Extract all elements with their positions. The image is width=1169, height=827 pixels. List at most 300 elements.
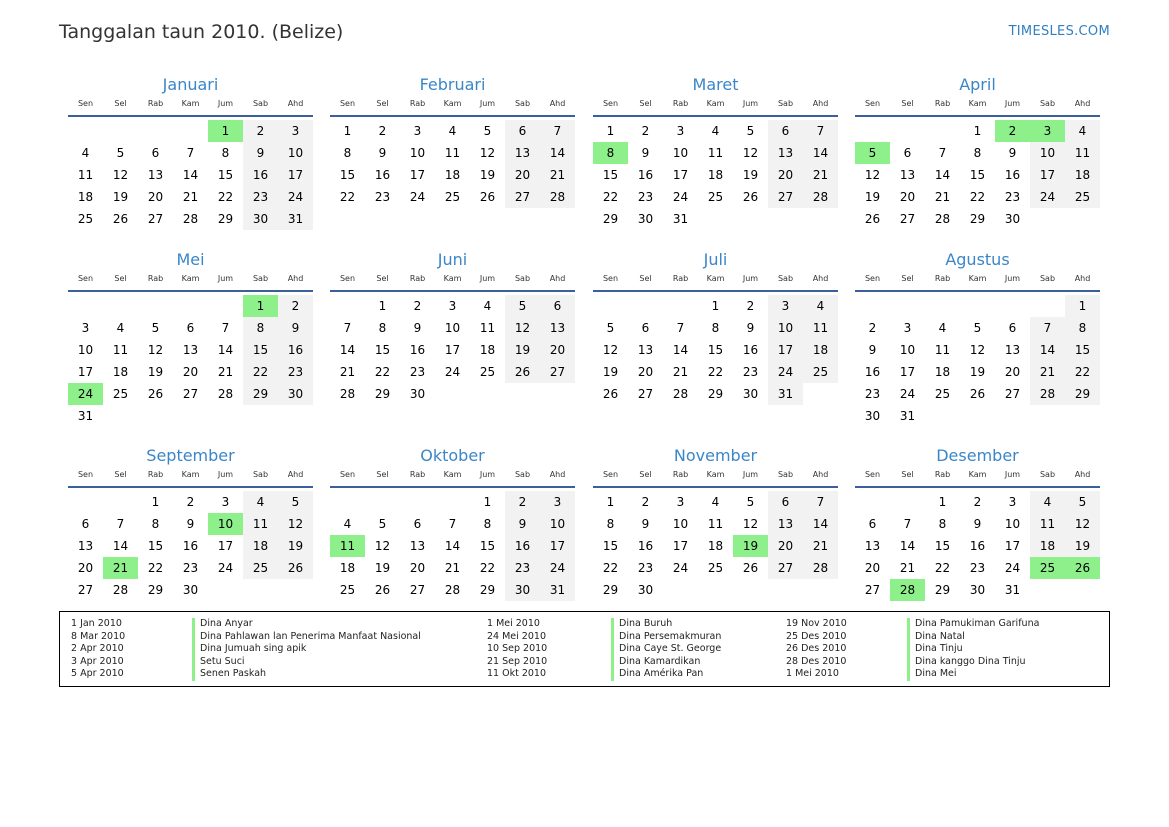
day-cell: 21 bbox=[934, 190, 951, 204]
day-cell: 28 bbox=[803, 186, 838, 208]
day-cell: 15 bbox=[339, 168, 356, 182]
weekday-label: Rab bbox=[409, 274, 426, 283]
day-cell: 28 bbox=[182, 212, 199, 226]
day-cell: 4 bbox=[243, 491, 278, 513]
day-cell: 15 bbox=[374, 343, 391, 357]
weekday-label: Jum bbox=[217, 99, 234, 108]
day-cell: 14 bbox=[899, 539, 916, 553]
legend-names-col-3 bbox=[907, 618, 1039, 681]
empty-cell bbox=[400, 491, 435, 513]
weekday-label: Sab bbox=[1039, 99, 1056, 108]
day-cell: 6 bbox=[81, 517, 90, 531]
legend-holiday-name: Dina Mei bbox=[907, 668, 1039, 681]
weekday-label: Ahd bbox=[1074, 99, 1091, 108]
day-cell: 7 bbox=[343, 321, 352, 335]
day-cell: 21 bbox=[899, 561, 916, 575]
day-cell: 11 bbox=[243, 513, 278, 535]
day-cell: 29 bbox=[147, 583, 164, 597]
day-cell: 22 bbox=[147, 561, 164, 575]
legend-holiday-name: Dina Pahlawan lan Penerima Manfaat Nasional bbox=[192, 631, 421, 644]
day-cell: 11 bbox=[803, 317, 838, 339]
weekday-label: Rab bbox=[934, 470, 951, 479]
day-grid bbox=[855, 295, 1100, 427]
day-cell: 15 bbox=[1065, 339, 1100, 361]
weekday-label: Rab bbox=[147, 99, 164, 108]
day-cell: 28 bbox=[112, 583, 129, 597]
weekday-label: Sab bbox=[777, 274, 794, 283]
weekday-label: Jum bbox=[1004, 470, 1021, 479]
weekday-label: Sab bbox=[1039, 274, 1056, 283]
weekday-label: Sen bbox=[339, 274, 356, 283]
day-cell: 1 bbox=[606, 124, 615, 138]
empty-cell bbox=[855, 295, 890, 317]
day-cell: 29 bbox=[969, 212, 986, 226]
day-cell: 16 bbox=[243, 164, 278, 186]
empty-cell bbox=[103, 120, 138, 142]
day-cell: 5 bbox=[973, 321, 982, 335]
day-cell: 25 bbox=[1065, 186, 1100, 208]
day-cell: 29 bbox=[707, 387, 724, 401]
day-cell: 28 bbox=[934, 212, 951, 226]
weekday-label: Jum bbox=[1004, 274, 1021, 283]
day-cell: 11 bbox=[1030, 513, 1065, 535]
day-cell: 3 bbox=[903, 321, 912, 335]
day-grid bbox=[855, 491, 1100, 601]
day-cell: 25 bbox=[444, 190, 461, 204]
empty-cell bbox=[68, 295, 103, 317]
weekday-label: Sel bbox=[114, 470, 127, 479]
day-cell: 24 bbox=[672, 190, 689, 204]
weekday-label: Sel bbox=[639, 274, 652, 283]
day-cell: 17 bbox=[540, 535, 575, 557]
weekday-header bbox=[855, 470, 1100, 488]
weekday-label: Rab bbox=[934, 274, 951, 283]
weekday-header bbox=[330, 99, 575, 117]
holiday-legend bbox=[59, 611, 1110, 687]
day-cell: 13 bbox=[540, 317, 575, 339]
day-cell: 19 bbox=[505, 339, 540, 361]
weekday-label: Ahd bbox=[1074, 274, 1091, 283]
day-cell: 3 bbox=[540, 491, 575, 513]
day-cell: 14 bbox=[934, 168, 951, 182]
day-cell: 2 bbox=[746, 299, 755, 313]
day-cell: 24 bbox=[444, 365, 461, 379]
weekday-label: Kam bbox=[706, 99, 725, 108]
weekday-label: Sen bbox=[339, 470, 356, 479]
day-cell: 24 bbox=[1030, 186, 1065, 208]
day-cell: 6 bbox=[641, 321, 650, 335]
weekday-label: Kam bbox=[443, 99, 462, 108]
weekday-label: Sen bbox=[864, 470, 881, 479]
day-cell: 27 bbox=[637, 387, 654, 401]
day-cell: 1 bbox=[1065, 295, 1100, 317]
day-cell: 29 bbox=[479, 583, 496, 597]
day-cell: 30 bbox=[243, 208, 278, 230]
day-cell: 11 bbox=[707, 517, 724, 531]
weekday-label: Sel bbox=[901, 274, 914, 283]
day-cell: 12 bbox=[479, 146, 496, 160]
day-cell: 9 bbox=[278, 317, 313, 339]
day-cell: 25 bbox=[934, 387, 951, 401]
empty-cell bbox=[663, 295, 698, 317]
day-cell: 5 bbox=[116, 146, 125, 160]
day-cell: 25 bbox=[707, 561, 724, 575]
holiday-day: 21 bbox=[103, 557, 138, 579]
day-cell: 26 bbox=[505, 361, 540, 383]
day-cell: 29 bbox=[1065, 383, 1100, 405]
day-cell: 9 bbox=[186, 517, 195, 531]
month-name: April bbox=[959, 75, 996, 94]
day-cell: 18 bbox=[934, 365, 951, 379]
day-cell: 27 bbox=[505, 186, 540, 208]
empty-cell bbox=[890, 120, 925, 142]
day-cell: 3 bbox=[676, 495, 685, 509]
holiday-day: 11 bbox=[330, 535, 365, 557]
day-cell: 5 bbox=[278, 491, 313, 513]
day-cell: 6 bbox=[505, 120, 540, 142]
weekday-label: Kam bbox=[443, 274, 462, 283]
legend-date: 26 Des 2010 bbox=[786, 643, 847, 654]
weekday-label: Ahd bbox=[812, 274, 829, 283]
day-cell: 19 bbox=[479, 168, 496, 182]
day-cell: 24 bbox=[217, 561, 234, 575]
day-cell: 11 bbox=[707, 146, 724, 160]
day-cell: 29 bbox=[602, 212, 619, 226]
day-cell: 17 bbox=[278, 164, 313, 186]
day-cell: 11 bbox=[444, 146, 461, 160]
weekday-label: Kam bbox=[968, 274, 987, 283]
day-cell: 20 bbox=[505, 164, 540, 186]
day-cell: 12 bbox=[505, 317, 540, 339]
holiday-day: 28 bbox=[890, 579, 925, 601]
weekday-label: Jum bbox=[479, 274, 496, 283]
day-cell: 14 bbox=[339, 343, 356, 357]
day-cell: 30 bbox=[637, 583, 654, 597]
holiday-day: 8 bbox=[593, 142, 628, 164]
day-grid bbox=[593, 295, 838, 405]
day-cell: 7 bbox=[903, 517, 912, 531]
day-cell: 2 bbox=[868, 321, 877, 335]
day-cell: 11 bbox=[479, 321, 496, 335]
month-0 bbox=[68, 73, 313, 230]
weekday-label: Sab bbox=[252, 99, 269, 108]
empty-cell bbox=[960, 295, 995, 317]
weekday-label: Ahd bbox=[287, 99, 304, 108]
day-cell: 23 bbox=[505, 557, 540, 579]
day-cell: 24 bbox=[278, 186, 313, 208]
weekday-label: Sel bbox=[639, 99, 652, 108]
day-grid bbox=[330, 491, 575, 601]
weekday-label: Jum bbox=[742, 99, 759, 108]
day-cell: 10 bbox=[278, 142, 313, 164]
day-cell: 3 bbox=[413, 124, 422, 138]
weekday-label: Sen bbox=[602, 99, 619, 108]
day-cell: 27 bbox=[768, 186, 803, 208]
legend-date: 11 Okt 2010 bbox=[487, 668, 547, 679]
day-cell: 21 bbox=[672, 365, 689, 379]
day-cell: 22 bbox=[479, 561, 496, 575]
weekday-header bbox=[68, 470, 313, 488]
day-cell: 17 bbox=[672, 168, 689, 182]
month-9 bbox=[330, 444, 575, 601]
weekday-label: Sel bbox=[376, 99, 389, 108]
day-cell: 4 bbox=[1030, 491, 1065, 513]
weekday-label: Rab bbox=[409, 99, 426, 108]
legend-date: 19 Nov 2010 bbox=[786, 618, 847, 629]
empty-cell bbox=[365, 491, 400, 513]
day-cell: 15 bbox=[707, 343, 724, 357]
weekday-label: Rab bbox=[147, 274, 164, 283]
month-name: Agustus bbox=[945, 250, 1010, 269]
day-cell: 18 bbox=[112, 365, 129, 379]
day-cell: 20 bbox=[1004, 365, 1021, 379]
day-cell: 2 bbox=[641, 495, 650, 509]
day-cell: 12 bbox=[742, 146, 759, 160]
day-cell: 4 bbox=[711, 124, 720, 138]
month-name: Maret bbox=[692, 75, 739, 94]
day-cell: 23 bbox=[409, 365, 426, 379]
day-grid bbox=[68, 120, 313, 230]
day-cell: 22 bbox=[934, 561, 951, 575]
day-cell: 10 bbox=[444, 321, 461, 335]
day-cell: 22 bbox=[969, 190, 986, 204]
day-cell: 15 bbox=[243, 339, 278, 361]
day-cell: 1 bbox=[606, 495, 615, 509]
day-cell: 7 bbox=[221, 321, 230, 335]
day-cell: 6 bbox=[540, 295, 575, 317]
day-cell: 26 bbox=[147, 387, 164, 401]
legend-date: 2 Apr 2010 bbox=[71, 643, 124, 654]
month-name: November bbox=[673, 446, 758, 465]
day-cell: 22 bbox=[602, 190, 619, 204]
day-cell: 22 bbox=[374, 365, 391, 379]
day-cell: 10 bbox=[1030, 142, 1065, 164]
day-cell: 19 bbox=[602, 365, 619, 379]
day-cell: 19 bbox=[742, 168, 759, 182]
day-cell: 22 bbox=[217, 190, 234, 204]
day-cell: 15 bbox=[479, 539, 496, 553]
day-cell: 20 bbox=[147, 190, 164, 204]
legend-holiday-name: Dina Buruh bbox=[611, 618, 721, 631]
day-cell: 2 bbox=[413, 299, 422, 313]
day-cell: 8 bbox=[711, 321, 720, 335]
month-4 bbox=[68, 248, 313, 427]
holiday-day: 5 bbox=[855, 142, 890, 164]
weekday-label: Sen bbox=[602, 274, 619, 283]
day-cell: 20 bbox=[768, 535, 803, 557]
empty-cell bbox=[208, 295, 243, 317]
day-cell: 4 bbox=[448, 124, 457, 138]
day-cell: 7 bbox=[676, 321, 685, 335]
day-cell: 25 bbox=[707, 190, 724, 204]
day-cell: 21 bbox=[444, 561, 461, 575]
month-name: Februari bbox=[419, 75, 486, 94]
day-cell: 2 bbox=[186, 495, 195, 509]
day-cell: 30 bbox=[742, 387, 759, 401]
legend-date: 24 Mei 2010 bbox=[487, 630, 546, 642]
day-cell: 8 bbox=[483, 517, 492, 531]
empty-cell bbox=[330, 491, 365, 513]
weekday-label: Kam bbox=[968, 470, 987, 479]
day-cell: 6 bbox=[768, 120, 803, 142]
day-cell: 20 bbox=[899, 190, 916, 204]
day-cell: 4 bbox=[938, 321, 947, 335]
empty-cell bbox=[173, 120, 208, 142]
empty-cell bbox=[138, 120, 173, 142]
day-cell: 11 bbox=[934, 343, 951, 357]
weekday-label: Ahd bbox=[812, 99, 829, 108]
day-cell: 1 bbox=[711, 299, 720, 313]
day-cell: 21 bbox=[182, 190, 199, 204]
day-cell: 21 bbox=[217, 365, 234, 379]
day-cell: 17 bbox=[672, 539, 689, 553]
empty-cell bbox=[103, 491, 138, 513]
day-cell: 10 bbox=[899, 343, 916, 357]
legend-dates-col-3 bbox=[786, 618, 847, 681]
day-cell: 9 bbox=[641, 146, 650, 160]
legend-date: 25 Des 2010 bbox=[786, 630, 847, 642]
day-cell: 1 bbox=[343, 124, 352, 138]
weekday-header bbox=[855, 274, 1100, 292]
day-cell: 5 bbox=[505, 295, 540, 317]
day-cell: 9 bbox=[641, 517, 650, 531]
day-cell: 27 bbox=[77, 583, 94, 597]
holiday-day: 10 bbox=[208, 513, 243, 535]
weekday-label: Rab bbox=[672, 470, 689, 479]
legend-date: 1 Mei 2010 bbox=[786, 668, 839, 679]
day-cell: 16 bbox=[374, 168, 391, 182]
weekday-label: Jum bbox=[742, 470, 759, 479]
day-cell: 5 bbox=[151, 321, 160, 335]
day-cell: 23 bbox=[969, 561, 986, 575]
day-cell: 23 bbox=[864, 387, 881, 401]
legend-date: 5 Apr 2010 bbox=[71, 668, 124, 679]
weekday-label: Jum bbox=[742, 274, 759, 283]
day-cell: 14 bbox=[182, 168, 199, 182]
day-cell: 23 bbox=[637, 561, 654, 575]
legend-date: 28 Des 2010 bbox=[786, 655, 847, 667]
month-1 bbox=[330, 73, 575, 208]
weekday-label: Sab bbox=[514, 99, 531, 108]
day-cell: 2 bbox=[378, 124, 387, 138]
day-cell: 24 bbox=[409, 190, 426, 204]
day-cell: 3 bbox=[81, 321, 90, 335]
day-cell: 28 bbox=[444, 583, 461, 597]
day-cell: 7 bbox=[448, 517, 457, 531]
empty-cell bbox=[855, 491, 890, 513]
empty-cell bbox=[890, 295, 925, 317]
day-cell: 11 bbox=[112, 343, 129, 357]
day-cell: 8 bbox=[938, 517, 947, 531]
empty-cell bbox=[628, 295, 663, 317]
day-cell: 22 bbox=[707, 365, 724, 379]
day-cell: 16 bbox=[182, 539, 199, 553]
day-grid bbox=[593, 120, 838, 230]
weekday-label: Kam bbox=[443, 470, 462, 479]
weekday-label: Ahd bbox=[287, 274, 304, 283]
legend-holiday-name: Dina Caye St. George bbox=[611, 643, 721, 656]
day-cell: 17 bbox=[217, 539, 234, 553]
day-cell: 8 bbox=[606, 517, 615, 531]
month-10 bbox=[593, 444, 838, 601]
day-cell: 15 bbox=[602, 168, 619, 182]
day-cell: 5 bbox=[606, 321, 615, 335]
day-cell: 19 bbox=[147, 365, 164, 379]
day-cell: 12 bbox=[112, 168, 129, 182]
day-cell: 4 bbox=[1065, 120, 1100, 142]
day-cell: 2 bbox=[973, 495, 982, 509]
day-cell: 21 bbox=[339, 365, 356, 379]
day-cell: 25 bbox=[243, 557, 278, 579]
legend-date: 8 Mar 2010 bbox=[71, 630, 126, 642]
empty-cell bbox=[330, 295, 365, 317]
month-7 bbox=[855, 248, 1100, 427]
day-cell: 27 bbox=[147, 212, 164, 226]
day-cell: 5 bbox=[746, 124, 755, 138]
day-cell: 23 bbox=[182, 561, 199, 575]
day-cell: 8 bbox=[1065, 317, 1100, 339]
day-cell: 3 bbox=[768, 295, 803, 317]
legend-holiday-name: Dina Jumuah sing apik bbox=[192, 643, 421, 656]
month-name: Januari bbox=[162, 75, 219, 94]
legend-holiday-name: Dina kanggo Dina Tinju bbox=[907, 656, 1039, 669]
day-cell: 11 bbox=[1065, 142, 1100, 164]
day-cell: 26 bbox=[112, 212, 129, 226]
day-cell: 23 bbox=[278, 361, 313, 383]
brand-link[interactable]: TIMESLES.COM bbox=[1008, 24, 1110, 39]
legend-date: 1 Jan 2010 bbox=[71, 618, 122, 629]
day-cell: 30 bbox=[182, 583, 199, 597]
day-cell: 17 bbox=[1004, 539, 1021, 553]
day-cell: 21 bbox=[540, 164, 575, 186]
day-cell: 12 bbox=[147, 343, 164, 357]
day-cell: 10 bbox=[1004, 517, 1021, 531]
day-cell: 7 bbox=[803, 120, 838, 142]
day-cell: 5 bbox=[378, 517, 387, 531]
weekday-label: Sen bbox=[864, 274, 881, 283]
day-cell: 10 bbox=[672, 146, 689, 160]
day-cell: 9 bbox=[413, 321, 422, 335]
day-cell: 2 bbox=[278, 295, 313, 317]
legend-holiday-name: Dina Natal bbox=[907, 631, 1039, 644]
day-grid bbox=[593, 491, 838, 601]
day-cell: 12 bbox=[742, 517, 759, 531]
day-cell: 4 bbox=[483, 299, 492, 313]
day-cell: 12 bbox=[864, 168, 881, 182]
weekday-label: Sab bbox=[514, 470, 531, 479]
holiday-day: 19 bbox=[733, 535, 768, 557]
day-cell: 23 bbox=[637, 190, 654, 204]
day-cell: 20 bbox=[540, 339, 575, 361]
day-cell: 31 bbox=[768, 383, 803, 405]
legend-holiday-name: Setu Suci bbox=[192, 656, 421, 669]
day-cell: 25 bbox=[339, 583, 356, 597]
legend-names-col-2 bbox=[611, 618, 721, 681]
month-3 bbox=[855, 73, 1100, 230]
weekday-label: Sel bbox=[376, 470, 389, 479]
day-cell: 23 bbox=[243, 186, 278, 208]
weekday-label: Rab bbox=[409, 470, 426, 479]
day-cell: 31 bbox=[278, 208, 313, 230]
weekday-label: Ahd bbox=[549, 470, 566, 479]
day-cell: 9 bbox=[1008, 146, 1017, 160]
day-cell: 23 bbox=[1004, 190, 1021, 204]
holiday-day: 24 bbox=[68, 383, 103, 405]
month-5 bbox=[330, 248, 575, 405]
day-cell: 19 bbox=[864, 190, 881, 204]
day-cell: 7 bbox=[116, 517, 125, 531]
day-cell: 14 bbox=[540, 142, 575, 164]
